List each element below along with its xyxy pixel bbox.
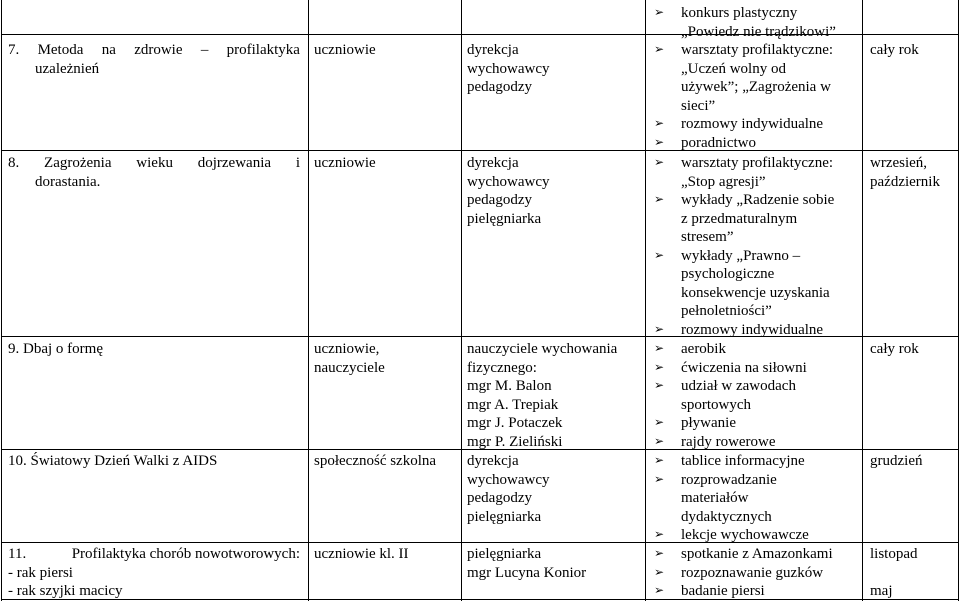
table-border-left (1, 0, 2, 601)
arrow-bullet-icon: ➢ (654, 453, 665, 467)
term-cell: cały rok (870, 341, 919, 357)
topic-cell: 10. Światowy Dzień Walki z AIDS (8, 453, 218, 469)
list-item: ➢ lekcje wychowawcze (654, 527, 809, 543)
list-item: ➢ wykłady „Prawno – (654, 247, 801, 264)
arrow-bullet-icon: ➢ (654, 42, 665, 56)
list-item: ➢ udział w zawodach (654, 378, 796, 394)
arrow-bullet-icon: ➢ (654, 247, 665, 262)
target-cell: uczniowie, nauczyciele (314, 341, 385, 376)
arrow-bullet-icon: ➢ (654, 359, 665, 374)
activities-cell: ➢ warsztaty profilaktyczne: „Uczeń wolny od używek”; „Zagrożenia w sieci” ➢ rozmowy indywidualne ➢ poradnictwo (654, 41, 854, 152)
responsible-cell: pielęgniarka mgr Lucyna Konior (467, 546, 587, 581)
arrow-bullet-icon: ➢ (654, 471, 665, 486)
arrow-bullet-icon: ➢ (654, 433, 665, 448)
arrow-bullet-icon: ➢ (654, 341, 665, 355)
arrow-bullet-icon: ➢ (654, 415, 665, 429)
list-item: ➢ tablice informacyjne (654, 453, 805, 469)
list-item: ➢ rajdy rowerowe (654, 433, 776, 450)
column-divider (862, 0, 863, 601)
list-item: ➢ rozprowadzanie (654, 471, 777, 488)
list-item: ➢ rozmowy indywidualne (654, 116, 824, 132)
activities-cell: ➢ aerobik ➢ ćwiczenia na siłowni ➢ udział w zawodach sportowych ➢ pływanie ➢ rajdy rowerowe (654, 340, 854, 451)
responsible-cell: dyrekcja wychowawcy pedagodzy pielęgniarka (467, 453, 550, 525)
list-item: ➢ aerobik (654, 341, 726, 357)
activities-cell: ➢ warsztaty profilaktyczne: „Stop agresji” ➢ wykłady „Radzenie sobie z przedmaturalnym stresem” ➢ wykłady „Prawno – psychologiczne konsekwencje uzyskania pełnoletniości” ➢ rozmowy indywidualne (654, 154, 854, 339)
topic-cell (8, 41, 300, 78)
target-cell: uczniowie kl. II (314, 546, 409, 562)
list-item: ➢ spotkanie z Amazonkami (654, 546, 833, 562)
arrow-bullet-icon: ➢ (654, 527, 665, 541)
topic-line: 11. Profilaktyka chorób nowotworowych: (8, 546, 300, 562)
arrow-bullet-icon: ➢ (654, 116, 665, 130)
activities-cell (654, 545, 854, 601)
previous-row-activities (654, 4, 854, 41)
arrow-bullet-icon: ➢ (654, 378, 665, 392)
list-item: ➢ warsztaty profilaktyczne: (654, 155, 834, 171)
activities-cell: ➢ tablice informacyjne ➢ rozprowadzanie materiałów dydaktycznych ➢ lekcje wychowawcze (654, 452, 854, 545)
responsible-cell: dyrekcja wychowawcy pedagodzy (467, 42, 550, 95)
responsible-cell: dyrekcja wychowawcy pedagodzy pielęgniarka (467, 155, 550, 227)
target-cell: społeczność szkolna (314, 453, 437, 469)
list-item: ➢ warsztaty profilaktyczne: (654, 42, 834, 58)
term-cell: grudzień (870, 453, 923, 469)
topic-line: dorastania. (35, 173, 101, 190)
list-item: ➢ rozmowy indywidualne (654, 321, 824, 338)
topic-line: 7. Metoda na zdrowie – profilaktyka (8, 42, 300, 58)
column-divider (461, 0, 462, 601)
topic-line: uzależnień (35, 60, 100, 77)
column-divider (645, 0, 646, 601)
list-item: ➢ rozpoznawanie guzków (654, 564, 824, 581)
topic-cell: 11. Profilaktyka chorób nowotworowych: - rak piersi - rak szyjki macicy (8, 546, 300, 599)
term-cell: wrzesień, październik (870, 155, 940, 190)
topic-line: 8. Zagrożenia wieku dojrzewania i (8, 155, 300, 171)
list-item: ➢ ćwiczenia na siłowni (654, 359, 807, 376)
term-cell: cały rok (870, 42, 919, 58)
responsible-cell: nauczyciele wychowania fizycznego: mgr M. Balon mgr A. Trepiak mgr J. Potaczek mgr P. Zieliński (467, 341, 618, 450)
target-cell: uczniowie (314, 155, 376, 171)
topic-cell (8, 154, 300, 191)
list-item: ➢ pływanie (654, 415, 736, 431)
arrow-bullet-icon: ➢ (654, 5, 665, 19)
arrow-bullet-icon: ➢ (654, 192, 665, 206)
list-item: ➢ wykłady „Radzenie sobie (654, 192, 835, 208)
arrow-bullet-icon: ➢ (654, 546, 665, 560)
topic-cell: 9. Dbaj o formę (8, 341, 103, 357)
arrow-bullet-icon: ➢ (654, 583, 665, 597)
table-border-right (958, 0, 959, 601)
arrow-bullet-icon: ➢ (654, 155, 665, 169)
target-cell: uczniowie (314, 42, 376, 58)
arrow-bullet-icon: ➢ (654, 321, 665, 336)
column-divider (308, 0, 309, 601)
list-item: ➢ konkurs plastyczny (654, 5, 798, 21)
arrow-bullet-icon: ➢ (654, 564, 665, 579)
arrow-bullet-icon: ➢ (654, 134, 665, 149)
term-cell: listopad maj (870, 546, 918, 599)
list-item-continuation: „Powiedz nie trądzikowi” (681, 23, 836, 40)
list-item: ➢ poradnictwo (654, 134, 756, 151)
list-item: ➢ badanie piersi (654, 583, 765, 599)
